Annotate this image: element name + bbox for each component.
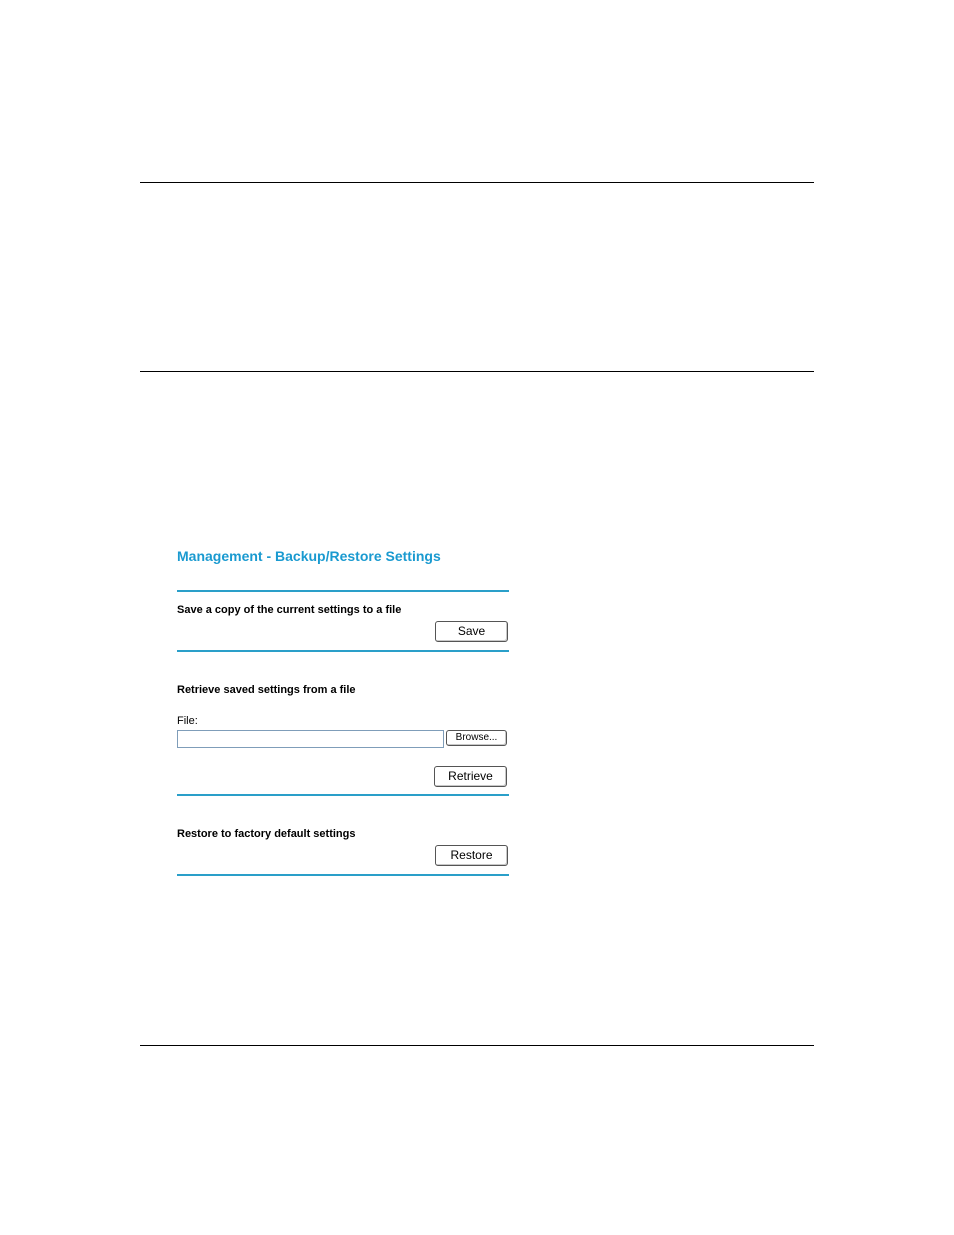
section-divider <box>177 650 509 652</box>
save-button[interactable]: Save <box>435 621 508 642</box>
file-label: File: <box>177 715 198 727</box>
retrieve-button[interactable]: Retrieve <box>434 766 507 787</box>
section-divider <box>177 590 509 592</box>
restore-button[interactable]: Restore <box>435 845 508 866</box>
restore-section-label: Restore to factory default settings <box>177 828 356 840</box>
save-section-label: Save a copy of the current settings to a file <box>177 604 402 616</box>
page-title: Management - Backup/Restore Settings <box>177 548 441 564</box>
file-path-input[interactable] <box>177 730 444 748</box>
page-rule-middle <box>140 371 814 372</box>
browse-button[interactable]: Browse... <box>446 730 507 746</box>
section-divider <box>177 794 509 796</box>
page-rule-bottom <box>140 1045 814 1046</box>
retrieve-section-label: Retrieve saved settings from a file <box>177 684 356 696</box>
page-rule-top <box>140 182 814 183</box>
section-divider <box>177 874 509 876</box>
